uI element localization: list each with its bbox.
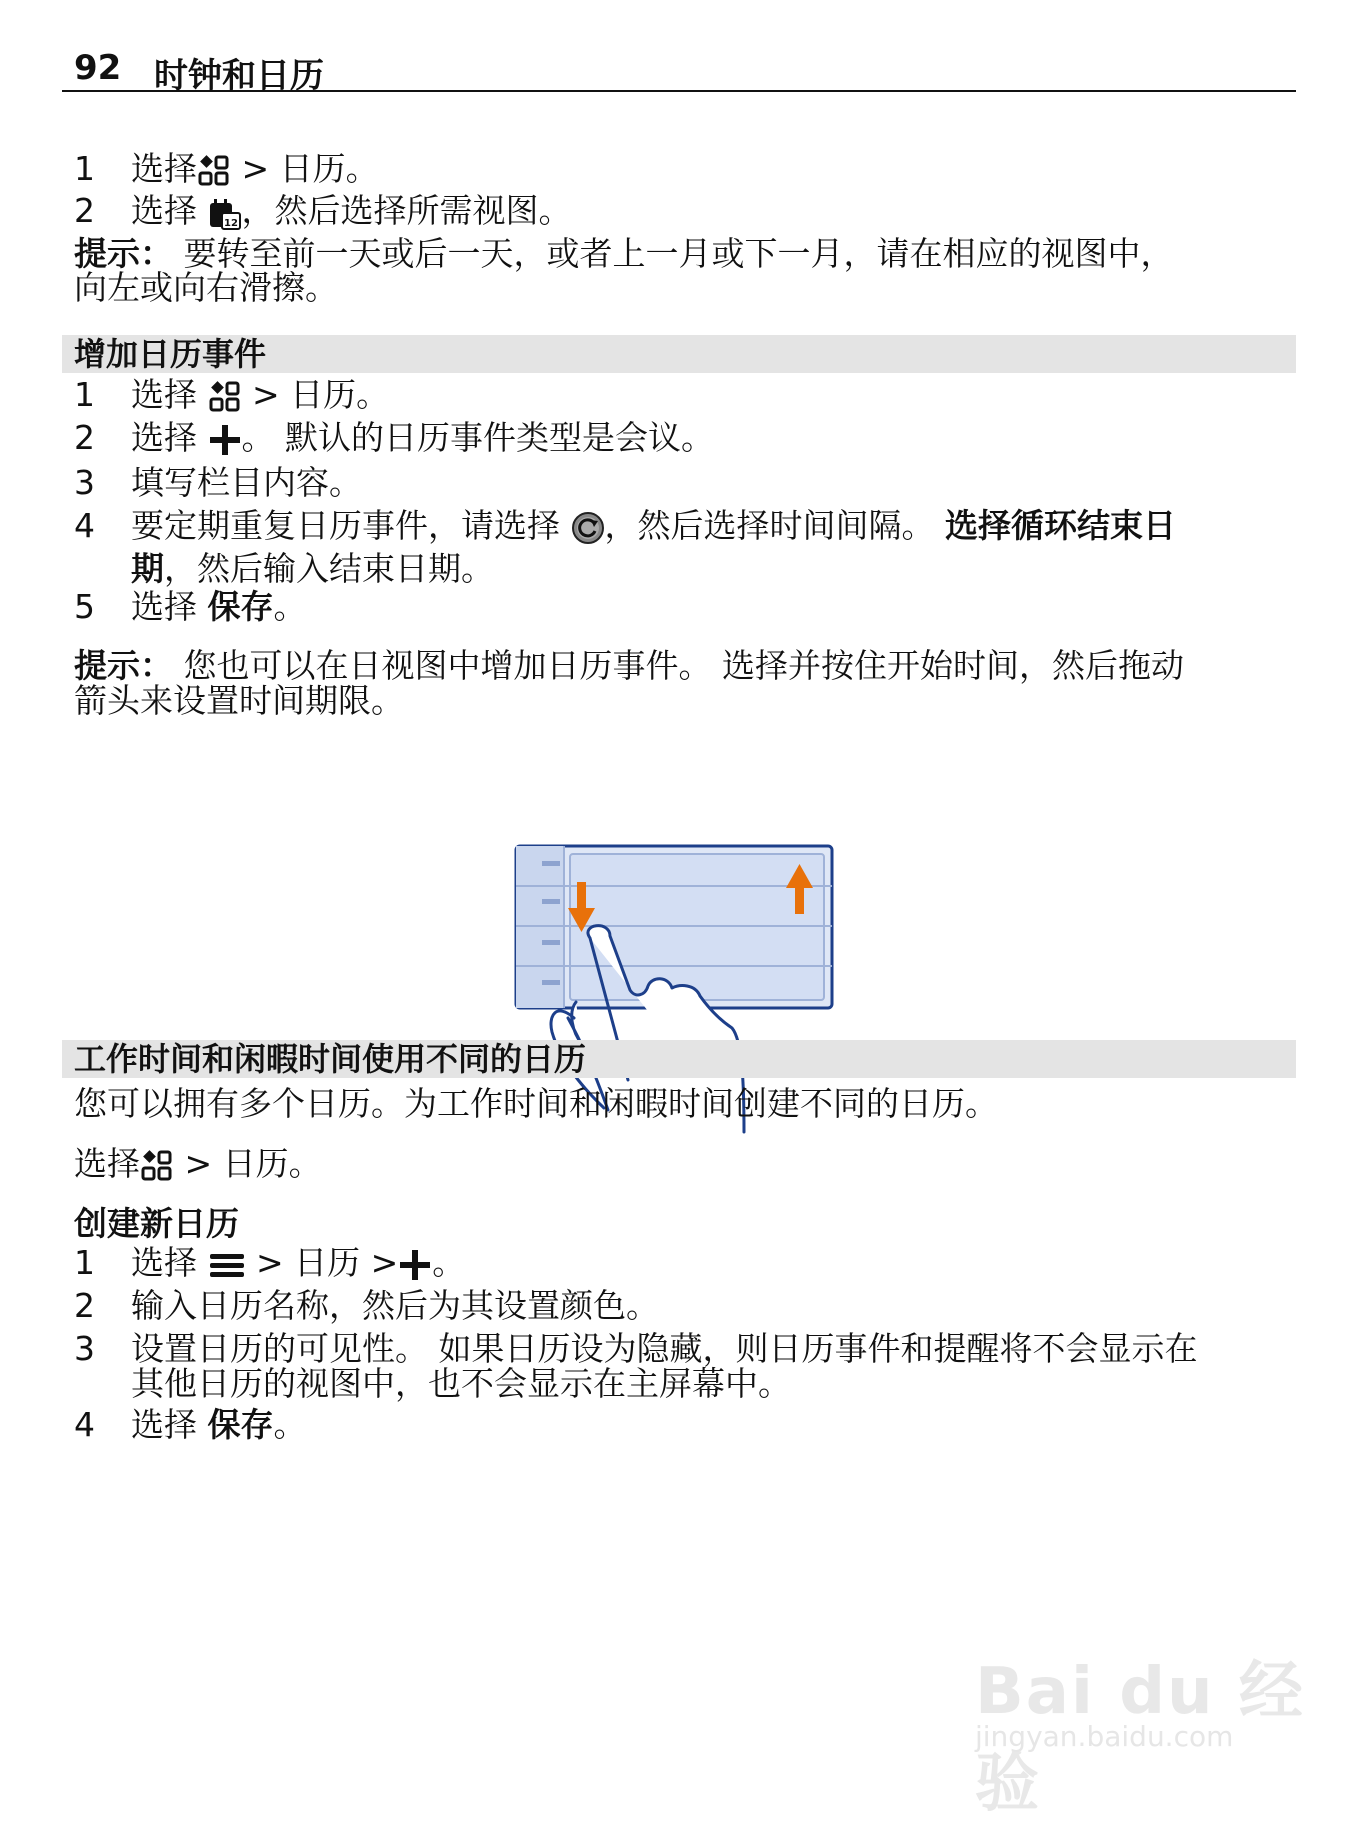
step-text: 选择 — [131, 375, 208, 414]
step-text-bold: 选择循环结束日 — [945, 506, 1176, 545]
step-text: 其他日历的视图中，也不会显示在主屏幕中。 — [131, 1364, 791, 1403]
step-number: 5 — [74, 587, 95, 626]
section-heading-multiple-calendars — [62, 1040, 1296, 1078]
step-text: 。 — [273, 587, 307, 626]
step-text: ，然后输入结束日期。 — [164, 549, 494, 588]
hamburger-menu-icon — [208, 1250, 246, 1280]
step-text: 选择 — [131, 418, 208, 457]
step-text: 要定期重复日历事件，请选择 — [131, 506, 571, 545]
step-number: 4 — [74, 1405, 95, 1444]
step-text: > 日历。 — [231, 149, 379, 188]
tip-text: 要转至前一天或后一天，或者上一月或下一月，请在相应的视图中， — [173, 234, 1174, 273]
step-text-bold: 保存 — [207, 1405, 274, 1444]
tip-text: 您也可以在日视图中增加日历事件。 选择并按住开始时间，然后拖动 — [173, 646, 1184, 685]
step-text-bold: 保存 — [207, 587, 274, 626]
step-number: 3 — [74, 1329, 95, 1368]
step-text: ，然后选择所需视图。 — [241, 191, 572, 230]
section-paragraph: 您可以拥有多个日历。为工作时间和闲暇时间创建不同的日历。 — [74, 1084, 998, 1123]
step-text: > — [370, 1243, 399, 1282]
tip-drag-line2 — [74, 680, 404, 722]
step-text: 设置日历的可见性。 如果日历设为隐藏，则日历事件和提醒将不会显示在 — [131, 1329, 1198, 1368]
step-text: 选择 — [131, 587, 208, 626]
step-number: 1 — [74, 1243, 95, 1282]
baidu-watermark: Bai du 经验 — [975, 1655, 1305, 1821]
step-text: > 日历 — [245, 1243, 371, 1282]
section-title: 增加日历事件 — [74, 335, 267, 373]
step-number: 1 — [74, 375, 95, 414]
step-text: 选择 — [131, 1405, 208, 1444]
tip-label: 提示： — [74, 646, 173, 685]
step-text: ，然后选择时间间隔。 — [604, 506, 945, 545]
apps-grid-icon — [208, 380, 242, 414]
plus-icon — [208, 423, 242, 457]
calendar-view-icon — [208, 195, 242, 231]
tip-text: 箭头来设置时间期限。 — [74, 681, 404, 720]
step-number: 2 — [74, 1286, 95, 1325]
step-text: 选择 — [131, 191, 208, 230]
apps-grid-icon — [140, 1149, 174, 1183]
tip-text: 向左或向右滑擦。 — [74, 268, 338, 307]
apps-grid-icon — [197, 154, 231, 188]
plus-icon — [398, 1248, 432, 1282]
step-text: > 日历。 — [174, 1144, 322, 1183]
step-text: 。 — [273, 1405, 307, 1444]
step-text: 填写栏目内容。 — [131, 463, 362, 502]
step-text: 选择 — [131, 149, 197, 188]
step-text: 。 — [432, 1243, 466, 1282]
step-text: 选择 — [131, 1243, 208, 1282]
tip-label: 提示： — [74, 234, 173, 273]
step-text: 输入日历名称，然后为其设置颜色。 — [131, 1286, 659, 1325]
step-number: 2 — [74, 191, 95, 230]
step-text: > 日历。 — [241, 375, 390, 414]
step-number: 1 — [74, 149, 95, 188]
watermark-url: jingyan.baidu.com — [975, 1720, 1234, 1753]
step-number: 4 — [74, 506, 95, 545]
section-heading-add-event — [62, 335, 1296, 373]
chapter-title: 时钟和日历 — [154, 56, 324, 96]
svg-text:12: 12 — [223, 217, 238, 229]
subheading-create-calendar: 创建新日历 — [74, 1204, 239, 1243]
step-number: 2 — [74, 418, 95, 457]
step-text: 选择 — [74, 1144, 140, 1183]
page-number: 92 — [74, 48, 122, 88]
step-text: 。 默认的日历事件类型是会议。 — [241, 418, 714, 457]
step-text-bold: 期 — [131, 549, 164, 588]
repeat-icon — [571, 511, 605, 545]
tip-swipe-line2 — [74, 267, 338, 309]
step-number: 3 — [74, 463, 95, 502]
page-header — [62, 46, 1296, 96]
select-calendar-line — [74, 1143, 322, 1185]
section-title: 工作时间和闲暇时间使用不同的日历 — [74, 1040, 587, 1078]
